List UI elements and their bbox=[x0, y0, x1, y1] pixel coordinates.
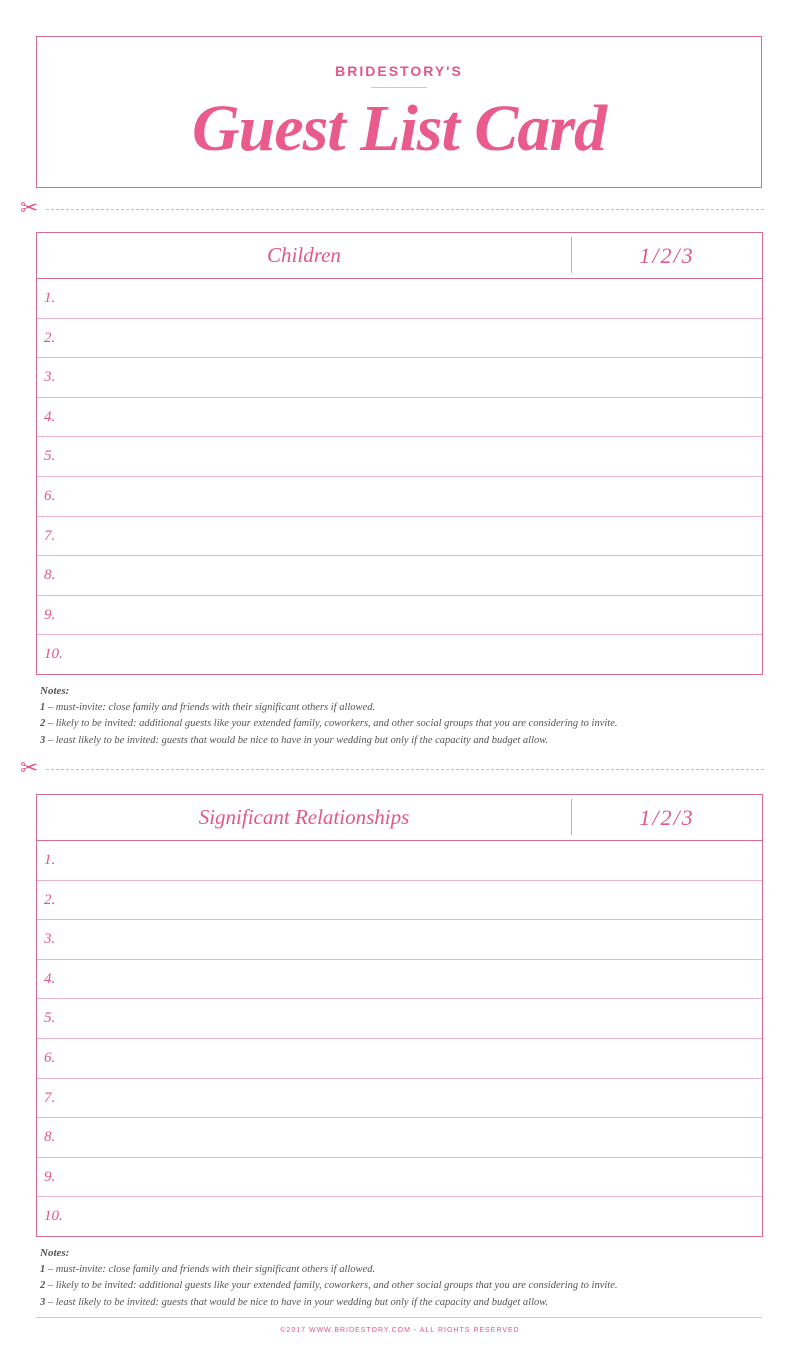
table-row[interactable] bbox=[37, 1079, 762, 1119]
dashed-divider bbox=[46, 769, 764, 770]
row-number: 3. bbox=[44, 931, 56, 948]
brand-divider bbox=[371, 87, 427, 88]
note-key: 3 bbox=[40, 734, 46, 746]
table-row[interactable] bbox=[37, 841, 762, 881]
note-text: – must-invite: close family and friends with their significant others if allowed. bbox=[45, 1263, 376, 1275]
copyright-footer: ©2017 WWW.BRIDESTORY.COM - ALL RIGHTS RESERVED bbox=[280, 1327, 520, 1334]
table-row[interactable] bbox=[37, 556, 762, 596]
guest-table-significant-relationships bbox=[36, 794, 763, 1237]
table-row[interactable] bbox=[37, 1197, 762, 1237]
table-row[interactable] bbox=[37, 596, 762, 636]
table-row[interactable] bbox=[37, 398, 762, 438]
table-row[interactable] bbox=[37, 999, 762, 1039]
note-text: – least likely to be invited: guests that would be nice to have in your wedding but only if the capacity and budget allow. bbox=[45, 1296, 549, 1308]
dashed-divider bbox=[46, 209, 764, 210]
table-body bbox=[37, 279, 762, 675]
notes-title: Notes: bbox=[40, 685, 70, 697]
table-row[interactable] bbox=[37, 437, 762, 477]
scissors-icon: ✂ bbox=[20, 196, 39, 221]
notes-block bbox=[40, 1245, 760, 1311]
table-row[interactable] bbox=[37, 279, 762, 319]
row-number: 1. bbox=[44, 290, 56, 306]
table-row[interactable] bbox=[37, 635, 762, 675]
row-number: 2. bbox=[44, 329, 56, 346]
cut-line-2 bbox=[20, 756, 764, 781]
row-number: 10. bbox=[44, 646, 63, 663]
row-number: 5. bbox=[44, 1010, 56, 1027]
column-header-category: Significant Relationships bbox=[198, 805, 410, 829]
column-header-category: Children bbox=[267, 243, 341, 267]
note-key: 2 bbox=[40, 1280, 46, 1291]
row-number: 9. bbox=[44, 606, 56, 623]
row-number: 2. bbox=[44, 891, 56, 908]
note-text: – must-invite: close family and friends with their significant others if allowed. bbox=[45, 701, 376, 713]
row-number: 3. bbox=[44, 369, 56, 386]
row-number: 7. bbox=[44, 1089, 56, 1106]
table-header bbox=[37, 233, 762, 279]
notes-block bbox=[40, 683, 760, 749]
row-number: 7. bbox=[44, 527, 56, 544]
table-header bbox=[37, 795, 762, 841]
table-row[interactable] bbox=[37, 319, 762, 359]
cut-line-1 bbox=[20, 196, 764, 221]
brand-name: BRIDESTORY'S bbox=[335, 63, 463, 79]
table-row[interactable] bbox=[37, 477, 762, 517]
column-header-priority: 1/2/3 bbox=[639, 805, 695, 830]
header-card bbox=[36, 36, 762, 188]
guest-table-children bbox=[36, 232, 763, 675]
note-key: 3 bbox=[40, 1296, 46, 1308]
row-number: 8. bbox=[44, 1129, 56, 1146]
note-item bbox=[40, 700, 760, 717]
column-header-priority: 1/2/3 bbox=[639, 243, 695, 268]
note-item bbox=[40, 733, 760, 750]
note-key: 1 bbox=[40, 701, 46, 713]
note-text: – likely to be invited: additional guests like your extended family, coworkers, and other social groups that you are considering to invite. bbox=[45, 718, 618, 729]
row-number: 5. bbox=[44, 448, 56, 465]
scissors-icon: ✂ bbox=[20, 756, 39, 781]
table-body bbox=[37, 841, 762, 1237]
table-row[interactable] bbox=[37, 920, 762, 960]
row-number: 1. bbox=[44, 852, 56, 868]
row-number: 10. bbox=[44, 1208, 63, 1225]
row-number: 9. bbox=[44, 1168, 56, 1185]
note-text: – least likely to be invited: guests that would be nice to have in your wedding but only if the capacity and budget allow. bbox=[45, 734, 549, 746]
table-row[interactable] bbox=[37, 358, 762, 398]
table-row[interactable] bbox=[37, 1039, 762, 1079]
table-row[interactable] bbox=[37, 960, 762, 1000]
row-number: 8. bbox=[44, 567, 56, 584]
note-text: – likely to be invited: additional guests like your extended family, coworkers, and other social groups that you are considering to invite. bbox=[45, 1280, 618, 1291]
table-row[interactable] bbox=[37, 881, 762, 921]
page-title: Guest List Card bbox=[191, 92, 607, 165]
note-item bbox=[40, 1262, 760, 1279]
table-row[interactable] bbox=[37, 1118, 762, 1158]
note-item bbox=[40, 716, 760, 733]
table-row[interactable] bbox=[37, 517, 762, 557]
row-number: 4. bbox=[44, 970, 56, 987]
note-key: 2 bbox=[40, 718, 46, 729]
row-number: 6. bbox=[44, 487, 56, 504]
row-number: 6. bbox=[44, 1049, 56, 1066]
row-number: 4. bbox=[44, 408, 56, 425]
notes-title: Notes: bbox=[40, 1247, 70, 1259]
table-row[interactable] bbox=[37, 1158, 762, 1198]
note-item bbox=[40, 1278, 760, 1295]
note-item bbox=[40, 1295, 760, 1312]
footer-divider bbox=[36, 1317, 762, 1318]
note-key: 1 bbox=[40, 1263, 46, 1275]
